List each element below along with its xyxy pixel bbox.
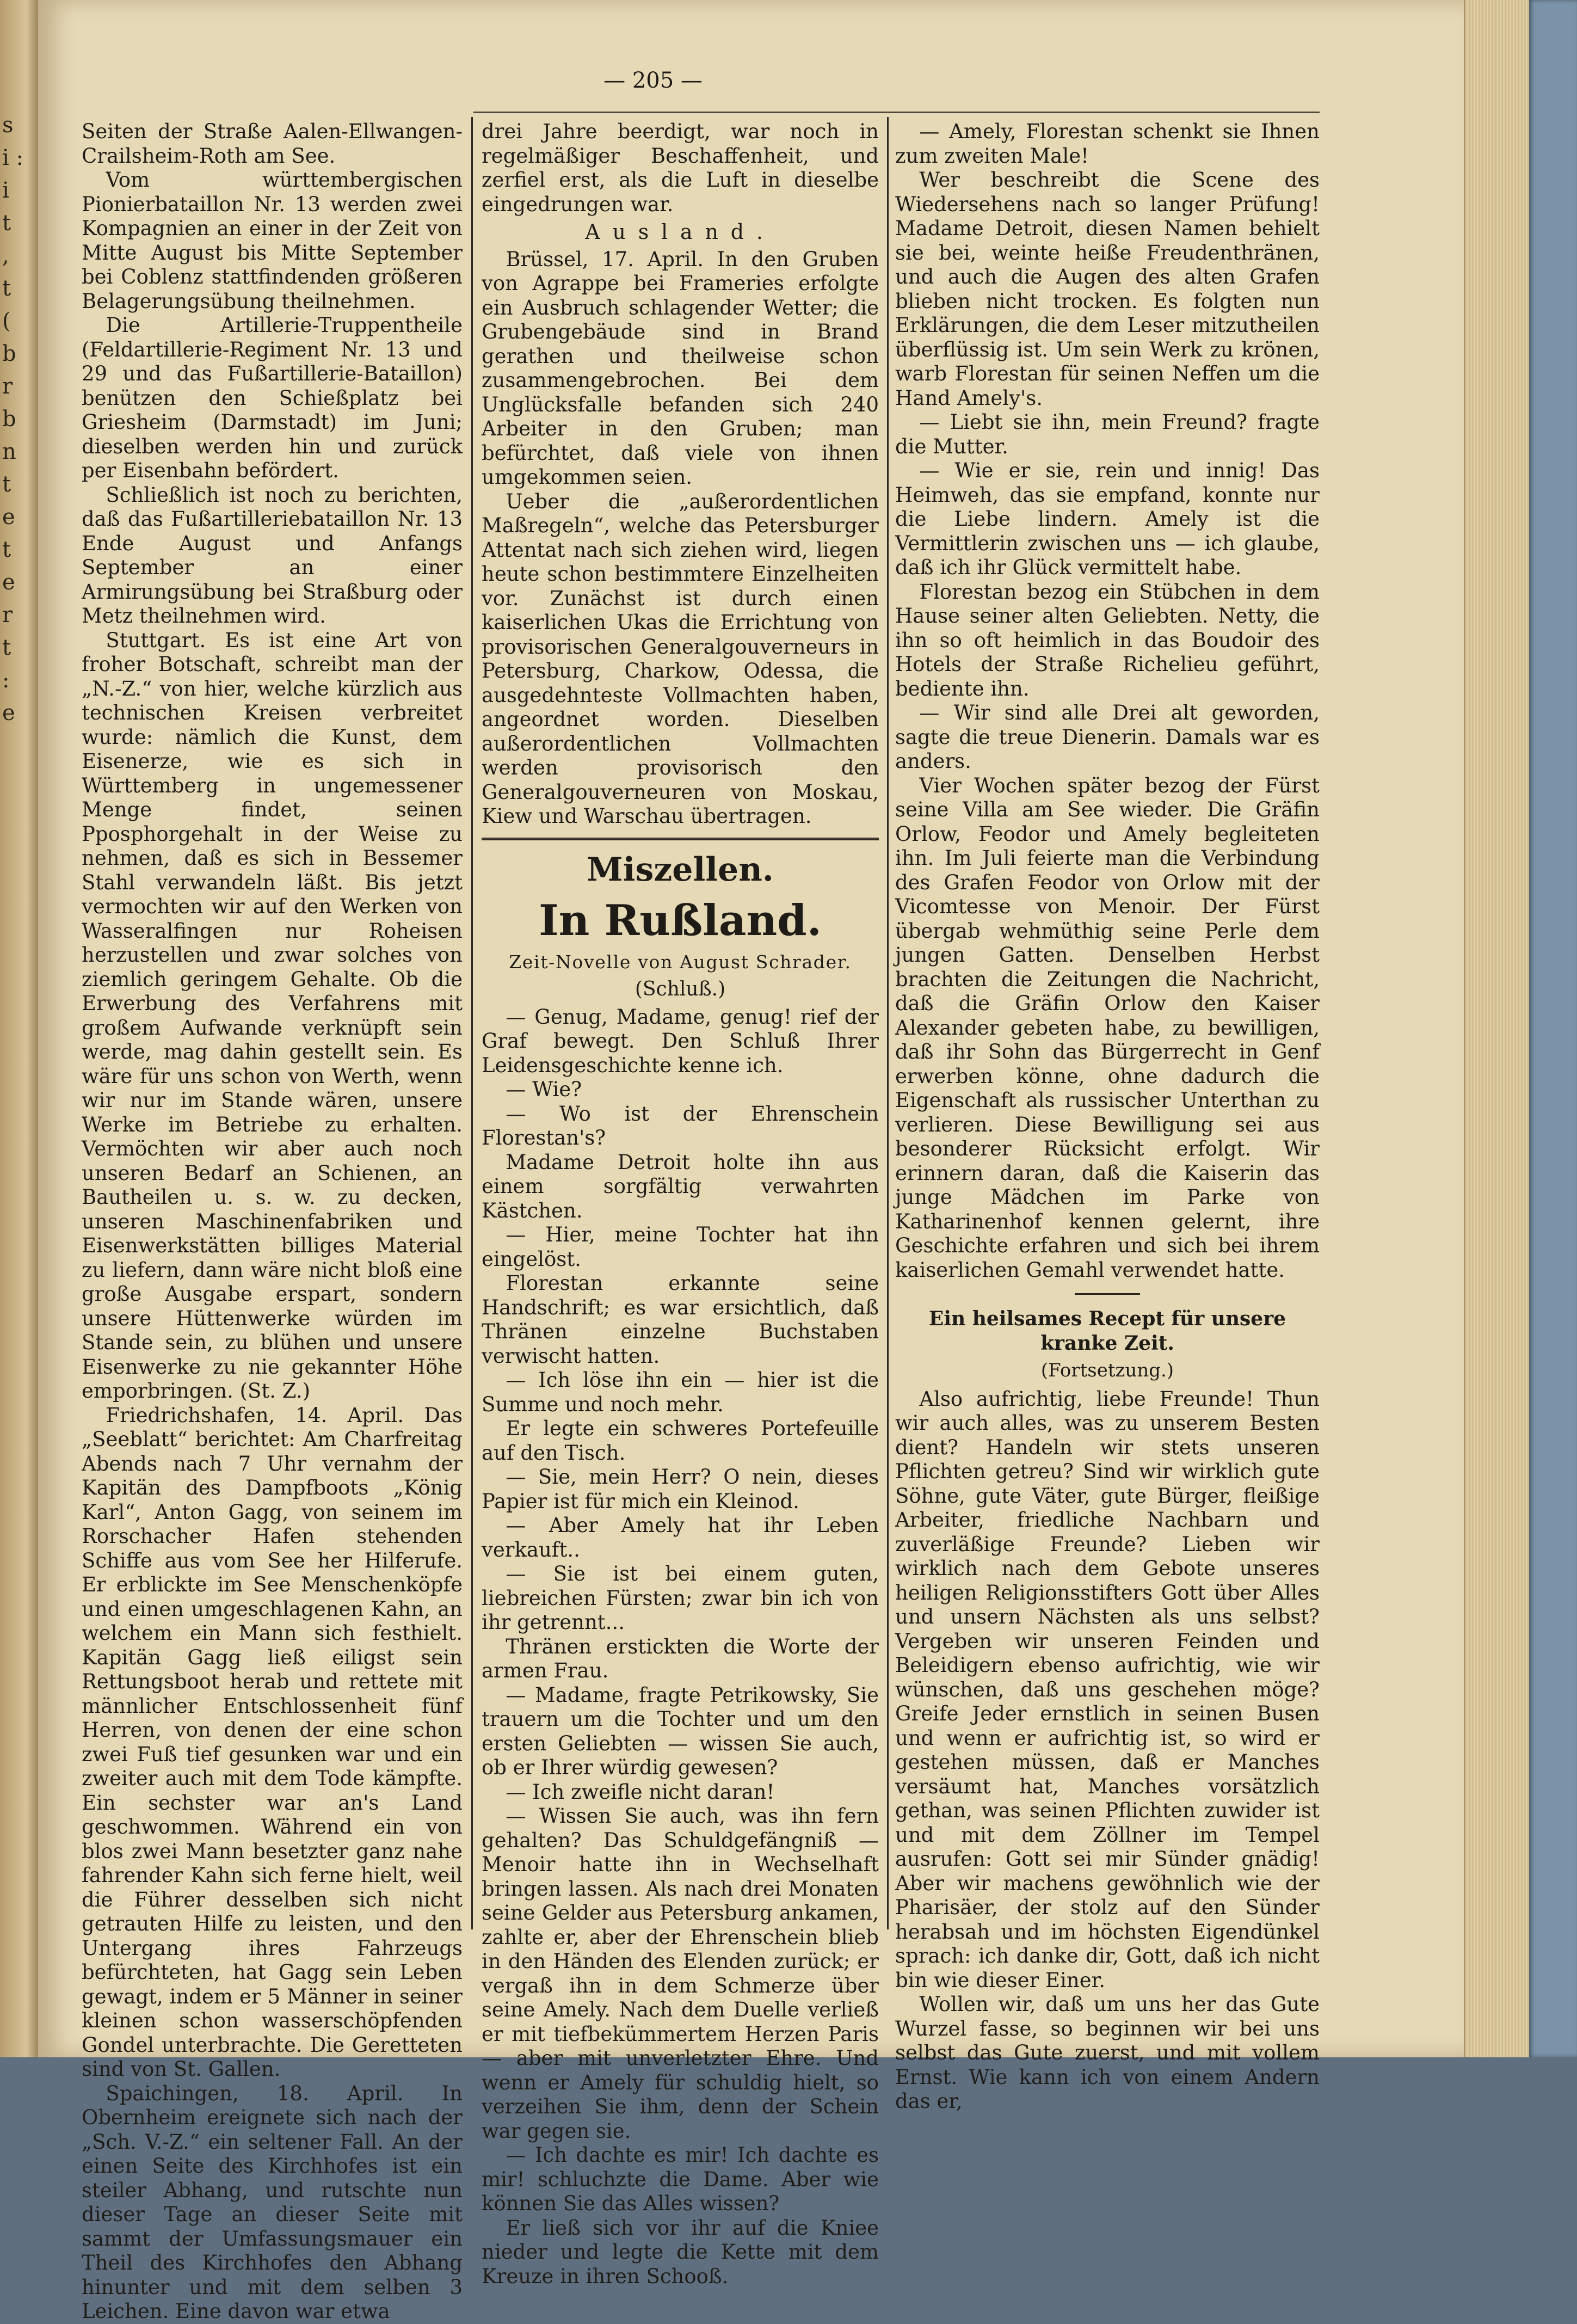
paragraph: Seiten der Straße Aalen-Ellwangen-Crailsheim-Roth am See.	[82, 120, 463, 168]
dialogue-line: — Madame, fragte Petrikowsky, Sie trauern um die Tochter und um den ersten Geliebten — wissen Sie auch, ob er Ihrer würdig gewesen?	[482, 1683, 879, 1779]
book-cover	[1529, 0, 1577, 2057]
dialogue-line: — Hier, meine Tochter hat ihn eingelöst.	[482, 1223, 879, 1271]
dialogue-line: Florestan erkannte seine Handschrift; es war ersichtlich, daß Thränen einzelne Buchstaben verwischt hatten.	[482, 1271, 879, 1368]
dialogue-line: Er legte ein schweres Portefeuille auf den Tisch.	[482, 1417, 879, 1465]
section-heading-miszellen: Miszellen.	[587, 850, 774, 889]
column-rule-1	[471, 117, 473, 1929]
paragraph: Die Artillerie-Truppentheile (Feldartillerie-Regiment Nr. 13 und 29 und das Fußartillerie-Bataillon) benützen den Schießplatz bei Griesheim (Darmstadt) im Juni; dieselben werden hin und zurück per Eisenbahn befördert.	[82, 313, 463, 482]
paragraph: Wollen wir, daß um uns her das Gute Wurzel fasse, so beginnen wir bei uns selbst das Gute zuerst, und mit vollem Ernst. Wie kann ich von einem Andern das er,	[895, 1993, 1320, 2113]
dialogue-line: — Wie?	[506, 1078, 582, 1101]
page-number: — 205 —	[603, 68, 703, 93]
paragraph: Friedrichshafen, 14. April. Das „Seeblatt“ berichtet: Am Charfreitag Abends nach 7 Uhr vernahm der Kapitän des Dampfboots „König Karl“, Anton Gagg, von seinem im Rorschacher Hafen stehenden Schiffe aus vom See her Hilferufe. Er erblickte im See Menschenköpfe und einen umgeschlagenen Kahn, an welchem ein Mann sich festhielt. Kapitän Gagg ließ eiligst sein Rettungsboot herab und rettete mit männlicher Entschlossenheit fünf Herren, von denen der eine schon zwei Fuß tief gesunken war und ein zweiter auch mit dem Tode kämpfte. Ein sechster war an's Land geschwommen. Während ein von blos zwei Mann besetzter ganz nahe fahrender Kahn sich ferne hielt, weil die Führer desselben sich nicht getrauten Hilfe zu leisten, und den Untergang ihres Fahrzeugs befürchteten, hat Gagg sein Leben gewagt, indem er 5 Männer in seiner kleinen schon wasserschöpfenden Gondel unterbrachte. Die Geretteten sind von St. Gallen.	[82, 1403, 463, 2081]
column-rule-2	[887, 117, 889, 1929]
left-page-edge	[0, 0, 38, 2057]
story-end-rule	[1075, 1293, 1140, 1295]
dialogue-line: — Ich zweifle nicht daran!	[506, 1780, 775, 1804]
dialogue-line: — Amely, Florestan schenkt sie Ihnen zum zweiten Male!	[895, 120, 1320, 168]
dialogue-line: — Sie, mein Herr? O nein, dieses Papier ist für mich ein Kleinod.	[482, 1465, 879, 1513]
header-rule	[473, 112, 1320, 113]
paragraph: Wer beschreibt die Scene des Wiedersehens nach so langer Prüfung! Madame Detroit, diesen Namen behielt sie bei, weinte heiße Freudenthränen, und auch die Augen des alten Grafen blieben nicht trocken. Es folgten nun Erklärungen, die dem Leser mitzutheilen überflüssig ist. Um sein Werk zu krönen, warb Florestan für seinen Neffen um die Hand Amely's.	[895, 168, 1320, 410]
left-page-fragments: s i : i t , t ( b r b n t e t e r t : e	[2, 113, 23, 726]
paragraph: Florestan bezog ein Stübchen in dem Hause seiner alten Geliebten. Netty, die ihn so oft heimlich in das Boudoir des Hotels der Straße Richelieu geführt, bediente ihn.	[895, 580, 1320, 700]
dialogue-line: — Ich dachte es mir! Ich dachte es mir! schluchzte die Dame. Aber wie können Sie das Alles wissen?	[482, 2143, 879, 2215]
section-heading-ausland: Ausland.	[585, 220, 775, 244]
column-3	[895, 120, 1320, 2113]
dialogue-line: Madame Detroit holte ihn aus einem sorgfältig verwahrten Kästchen.	[482, 1150, 879, 1222]
paragraph: Vier Wochen später bezog der Fürst seine Villa am See wieder. Die Gräfin Orlow, Feodor und Amely begleiteten ihn. Im Juli feierte man die Verbindung des Grafen Feodor von Orlow mit der Vicomtesse von Menoir. Der Fürst übergab wehmüthig seine Perle dem jungen Gatten. Denselben Herbst brachten die Zeitungen die Nachricht, daß die Gräfin Orlow den Kaiser Alexander gebeten habe, zu bewilligen, daß ihr Sohn das Bürgerrecht in Genf erwerben könne, ohne dadurch die Eigenschaft als russischer Unterthan zu verlieren. Diese Bewilligung sei aus besonderer Rücksicht erfolgt. Wir erinnern daran, daß die Kaiserin das junge Mädchen im Parke von Katharinenhof kennen gelernt, ihre Geschichte erfahren und sich bei ihrem kaiserlichen Gemahl verwendet hatte.	[895, 773, 1320, 1282]
paragraph: Vom württembergischen Pionierbataillon Nr. 13 werden zwei Kompagnien an einer in der Zeit von Mitte August bis Mitte September bei Coblenz stattfindenden größeren Belagerungsübung theilnehmen.	[82, 168, 463, 313]
paragraph: Schließlich ist noch zu berichten, daß das Fußartilleriebataillon Nr. 13 Ende August und Anfangs September an einer Armirungsübung bei Straßburg oder Metz theilnehmen wird.	[82, 483, 463, 628]
paragraph: Ueber die „außerordentlichen Maßregeln“, welche das Petersburger Attentat nach sich ziehen wird, liegen heute schon bestimmtere Einzelheiten vor. Zunächst ist durch einen kaiserlichen Ukas die Errichtung von provisorischen Generalgouverneurs in Petersburg, Charkow, Odessa, die ausgedehnteste Vollmachten haben, angeordnet worden. Dieselben außerordentlichen Vollmachten werden provisorisch den Generalgouverneuren von Moskau, Kiew und Warschau übertragen.	[482, 489, 879, 828]
dialogue-line: — Wo ist der Ehrenschein Florestan's?	[482, 1102, 879, 1149]
story-subtitle: Zeit-Novelle von August Schrader.	[509, 951, 852, 973]
dialogue-line: Er ließ sich vor ihr auf die Kniee nieder und legte die Kette mit dem Kreuze in ihren Schooß.	[482, 2216, 879, 2288]
story-title: In Rußland.	[539, 895, 822, 945]
paragraph: drei Jahre beerdigt, war noch in regelmäßiger Beschaffenheit, und zerfiel erst, als die Luft in dieselbe eingedrungen war.	[482, 120, 879, 216]
dialogue-line: — Wir sind alle Drei alt geworden, sagte die treue Dienerin. Damals war es anders.	[895, 701, 1320, 773]
dialogue-line: — Sie ist bei einem guten, liebreichen Fürsten; zwar bin ich von ihr getrennt...	[482, 1562, 879, 1634]
column-2	[482, 120, 879, 2288]
dialogue-line: — Wie er sie, rein und innig! Das Heimweh, das sie empfand, konnte nur die Liebe lindern. Amely ist die Vermittlerin zwischen uns — ich glaube, daß ich ihr Glück vermittelt habe.	[895, 459, 1320, 579]
paragraph: Also aufrichtig, liebe Freunde! Thun wir auch alles, was zu unserem Besten dient? Handeln wir stets unseren Pflichten getreu? Sind wir wirklich gute Söhne, gute Väter, gute Bürger, fleißige Arbeiter, friedliche Nachbarn und zuverläßige Freunde? Lieben wir wirklich nach dem Gebote unseres heiligen Religionsstifters Gott über Alles und unsern Nächsten als uns selbst? Vergeben wir unseren Feinden und Beleidigern ebenso aufrichtig, wie wir wünschen, daß uns geschehen möge? Greife Jeder ernstlich in seinen Busen und wenn er aufrichtig ist, so wird er gestehen müssen, daß er Manches versäumt hat, Manches vorsätzlich gethan, was seinen Pflichten zuwider ist und mit dem Zöllner im Tempel ausrufen: Gott sei mir Sünder gnädig! Aber wir machens gewöhnlich wie der Pharisäer, der stolz auf den Sünder herabsah und im höchsten Eigendünkel sprach: ich danke dir, Gott, daß ich nicht bin wie dieser Einer.	[895, 1387, 1320, 1992]
dialogue-line: — Genug, Madame, genug! rief der Graf bewegt. Den Schluß Ihrer Leidensgeschichte kenne ich.	[482, 1005, 879, 1077]
paragraph: Stuttgart. Es ist eine Art von froher Botschaft, schreibt man der „N.-Z.“ von hier, welche kürzlich aus technischen Kreisen verbreitet wurde: nämlich die Kunst, dem Eisenerze, wie es sich in Württemberg in ungemessener Menge findet, seinen Pposphorgehalt in der Weise zu nehmen, daß es sich in Bessemer Stahl verwandeln läßt. Bis jetzt vermochten wir auf den Werken von Wasseralfingen nur Roheisen herzustellen und zwar solches von ziemlich geringem Gehalte. Ob die Erwerbung des Verfahrens mit großem Aufwande verknüpft sein werde, mag dahin gestellt sein. Es wäre für uns schon von Werth, wenn wir nur im Stande wären, unsere Werke im Betriebe zu erhalten. Vermöchten wir aber auch noch unseren Bedarf an Schienen, an Bautheilen u. s. w. zu decken, unseren Maschinenfabriken und Eisenwerkstätten billiges Material zu liefern, dann wäre nicht bloß eine große Ausgabe erspart, sondern unsere Hüttenwerke würden im Stande sein, zu blühen und unsere Eisenwerke zu nie gekannter Höhe emporbringen. (St. Z.)	[82, 628, 463, 1403]
dialogue-line: Thränen erstickten die Worte der armen Frau.	[482, 1634, 879, 1682]
paragraph: Brüssel, 17. April. In den Gruben von Agrappe bei Frameries erfolgte ein Ausbruch schlagender Wetter; die Grubengebäude sind in Brand gerathen und theilweise schon zusammengebrochen. Bei dem Unglücksfalle befanden sich 240 Arbeiter in den Gruben; man befürchtet, daß viele von ihnen umgekommen seien.	[482, 247, 879, 489]
article-title: Ein heilsames Recept für unsere kranke Zeit.	[928, 1307, 1286, 1355]
story-part: (Schluß.)	[635, 978, 726, 1000]
dialogue-line: — Wissen Sie auch, was ihn fern gehalten? Das Schuldgefängniß — Menoir hatte ihn in Wechselhaft bringen lassen. Als nach drei Monaten seine Gelder aus Petersburg ankamen, zahlte er, aber der Ehrenschein blieb in den Händen des Elenden zurück; er vergaß ihn in dem Schmerze über seine Amely. Nach dem Duelle verließ er mit tiefbekümmertem Herzen Paris — aber mit unverletzter Ehre. Und wenn er Amely für schuldig hielt, so verzeihen Sie ihm, denn der Schein war gegen sie.	[482, 1804, 879, 2143]
dialogue-line: — Aber Amely hat ihr Leben verkauft..	[482, 1514, 879, 1561]
column-1	[82, 120, 463, 2323]
paragraph: Spaichingen, 18. April. In Obernheim ereignete sich nach der „Sch. V.-Z.“ ein seltener Fall. An der einen Seite des Kirchhofes ist ein steiler Abhang, und rutschte nun dieser Tage an dieser Seite mit sammt der Umfassungsmauer ein Theil des Kirchhofes den Abhang hinunter und mit dem selben 3 Leichen. Eine davon war etwa	[82, 2081, 463, 2323]
article-continuation: (Fortsetzung.)	[1040, 1360, 1174, 1381]
dialogue-line: — Ich löse ihn ein — hier ist die Summe und noch mehr.	[482, 1368, 879, 1416]
page-edges	[1464, 0, 1530, 2057]
section-divider	[482, 838, 879, 840]
dialogue-line: — Liebt sie ihn, mein Freund? fragte die Mutter.	[895, 410, 1320, 458]
